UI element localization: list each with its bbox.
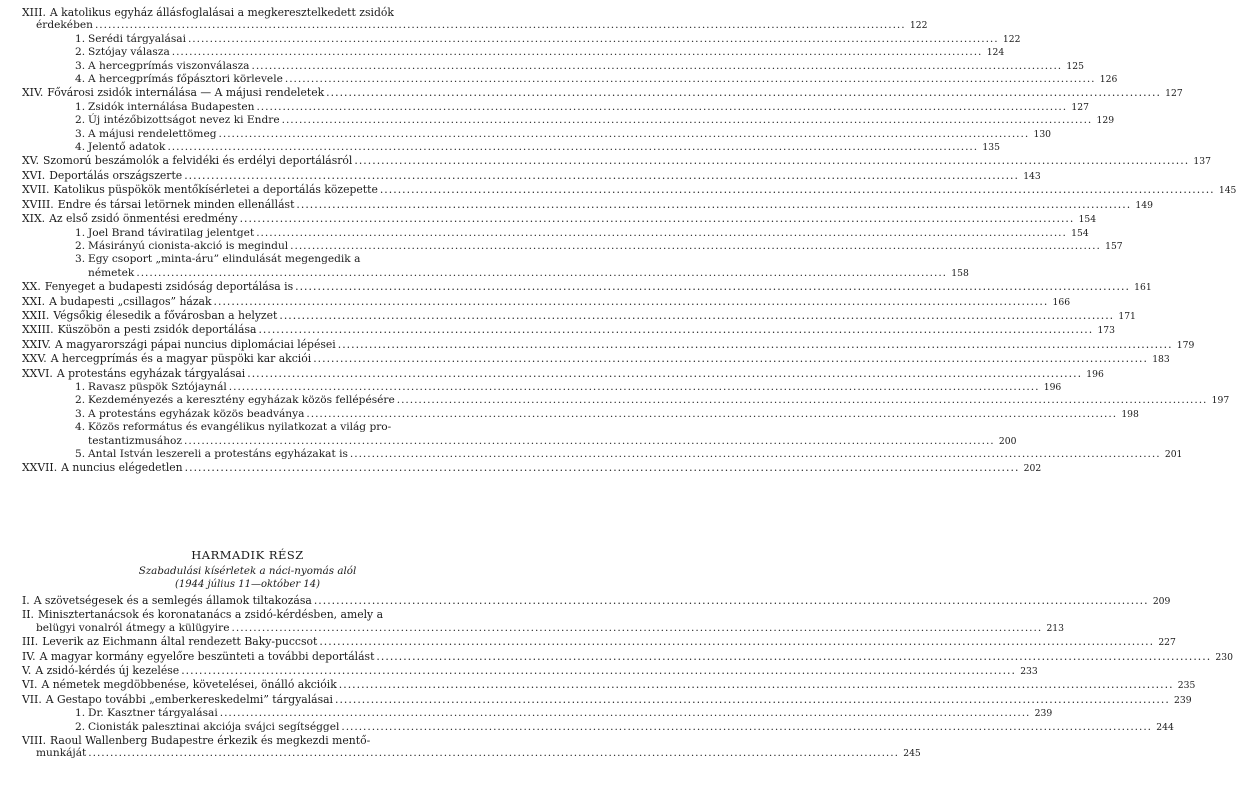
entry-number: XIII. <box>22 6 46 19</box>
page-number: 149 <box>1135 199 1153 211</box>
entry-title: Cionisták palesztinai akciója svájci segítséggel <box>88 720 340 733</box>
toc-chapter-entry <box>22 294 1071 309</box>
toc-chapter-entry <box>22 692 1192 707</box>
toc-continuation-line <box>22 266 969 280</box>
toc-subsection-entry <box>22 394 1230 407</box>
dot-leader <box>295 280 1128 293</box>
entry-number: 2. <box>75 394 86 407</box>
toc-chapter-entry <box>22 678 1196 692</box>
toc-subsection-entry <box>22 59 1084 73</box>
entry-number: XVIII. <box>22 197 54 211</box>
entry-title: érdekében <box>36 19 93 32</box>
entry-number: VI. <box>22 678 38 692</box>
toc-chapter-entry <box>22 635 1176 649</box>
toc-chapter-entry <box>22 608 472 621</box>
entry-title: A magyar kormány egyelőre beszünteti a további deportálást <box>39 649 375 663</box>
dot-leader <box>285 73 1093 86</box>
entry-title: Végsőkig élesedik a fővárosban a helyzet <box>53 308 278 322</box>
toc-chapter-entry <box>22 212 1097 226</box>
entry-number: 1. <box>75 32 86 45</box>
toc-subsection-entry <box>22 100 1089 114</box>
toc-chapter-entry <box>22 183 1236 197</box>
page-number: 213 <box>1046 622 1064 634</box>
entry-number: I. <box>22 594 30 607</box>
entry-title: Zsidók internálása Budapesten <box>88 100 255 113</box>
entry-title: Fővárosi zsidók internálása — A májusi rendeletek <box>47 86 325 100</box>
dot-leader <box>247 367 1080 380</box>
part-subtitle: Szabadulási kísérletek a náci-nyomás alól <box>138 565 357 577</box>
entry-number: VIII. <box>22 734 47 748</box>
dot-leader <box>252 60 1060 73</box>
dot-leader <box>279 309 1112 322</box>
dot-leader <box>313 352 1146 365</box>
page-number: 233 <box>1020 666 1038 678</box>
entry-number: II. <box>22 608 34 622</box>
page-number: 245 <box>903 748 921 760</box>
page-number: 239 <box>1174 694 1192 706</box>
entry-title: Sztójay válasza <box>88 46 170 59</box>
dot-leader <box>229 381 1037 394</box>
dot-leader <box>354 154 1187 167</box>
toc-chapter-entry <box>22 366 1104 381</box>
entry-title: A szövetségesek és a semlegés államok tiltakozása <box>33 594 312 607</box>
toc-chapter-entry <box>22 649 1233 664</box>
toc-chapter-entry <box>22 308 1136 323</box>
dot-leader <box>219 128 1027 141</box>
page-number: 197 <box>1211 395 1230 407</box>
dot-leader <box>296 198 1129 211</box>
entry-number: 3. <box>75 127 86 140</box>
dot-leader <box>88 747 896 760</box>
page-number: 227 <box>1158 637 1176 649</box>
entry-number: 1. <box>75 100 86 113</box>
page-number: 239 <box>1034 708 1053 720</box>
entry-title: Küszöbön a pesti zsidók deportálása <box>57 323 257 337</box>
page-number: 166 <box>1052 296 1071 308</box>
entry-title: Deportálás országszerte <box>49 168 183 182</box>
toc-subsection-entry <box>22 448 1183 461</box>
dot-leader <box>314 594 1147 607</box>
dot-leader <box>172 46 980 59</box>
entry-number: 2. <box>75 114 86 127</box>
entry-title: Dr. Kasztner tárgyalásai <box>88 707 218 720</box>
page-number: 244 <box>1156 721 1174 733</box>
dot-leader <box>95 19 903 32</box>
toc-chapter-entry <box>22 86 1183 100</box>
toc-subsection-entry <box>22 407 1139 421</box>
page-number: 122 <box>909 20 928 32</box>
entry-title: A protestáns egyházak tárgyalásai <box>56 366 246 380</box>
entry-title: németek <box>88 266 135 279</box>
toc-subsection-entry <box>22 141 1000 154</box>
entry-number: 5. <box>75 448 86 460</box>
dot-leader <box>167 141 975 154</box>
entry-number: 3. <box>75 407 86 420</box>
entry-title: A hercegprímás és a magyar püspöki kar akciói <box>50 352 312 366</box>
entry-title: Jelentő adatok <box>88 141 166 154</box>
entry-number: XV. <box>22 154 40 168</box>
entry-title: Joel Brand táviratilag jelentget <box>88 226 255 239</box>
page-number: 125 <box>1066 60 1084 72</box>
page-number: 157 <box>1105 240 1123 252</box>
toc-chapter-entry <box>22 352 1170 366</box>
toc-first-section <box>22 6 1236 476</box>
entry-number: 2. <box>75 720 86 733</box>
toc-chapter-entry <box>22 337 1195 352</box>
dot-leader <box>240 212 1073 225</box>
entry-number: XX. <box>22 280 41 294</box>
toc-chapter-entry <box>22 6 472 19</box>
page-number: 201 <box>1164 449 1183 460</box>
entry-title: A németek megdöbbenése, követelései, önálló akcióik <box>41 678 337 692</box>
entry-number: XXIV. <box>22 337 51 351</box>
toc-subsection-entry <box>22 127 1052 141</box>
toc-part-three <box>22 594 1233 761</box>
page-number: 173 <box>1097 325 1115 337</box>
entry-number: V. <box>22 664 32 678</box>
toc-chapter-entry <box>22 664 1038 678</box>
entry-number: XXVI. <box>22 366 53 380</box>
toc-continuation-line <box>22 434 1017 448</box>
entry-title: Közös református és evangélikus nyilatkozat a világ pro- <box>88 421 392 434</box>
entry-title: munkáját <box>36 747 87 760</box>
dot-leader <box>181 664 1014 677</box>
toc-continuation-line <box>22 747 921 760</box>
entry-title: A májusi rendelettömeg <box>88 127 217 140</box>
entry-title: Az első zsidó önmentési eredmény <box>49 212 238 226</box>
entry-number: 1. <box>75 380 86 393</box>
entry-title: Antal István leszereli a protestáns egyházakat is <box>88 448 348 460</box>
page-number: 235 <box>1177 680 1196 692</box>
dot-leader <box>397 394 1205 407</box>
dot-leader <box>188 33 996 46</box>
page-number: 129 <box>1096 115 1115 127</box>
page-number: 154 <box>1071 227 1089 239</box>
toc-chapter-entry <box>22 594 1171 608</box>
entry-number: XXVII. <box>22 461 58 475</box>
entry-title: A nuncius elégedetlen <box>61 461 183 475</box>
entry-number: 4. <box>75 141 86 154</box>
dot-leader <box>214 295 1047 308</box>
page-number: 130 <box>1033 128 1052 140</box>
entry-title: A zsidó-kérdés új kezelése <box>35 664 180 678</box>
page-number: 127 <box>1071 101 1089 113</box>
part-title: HARMADIK RÉSZ <box>191 548 304 562</box>
entry-title: Fenyeget a budapesti zsidóság deportálása is <box>44 280 294 294</box>
dot-leader <box>184 169 1017 182</box>
entry-title: A Gestapo további „emberkereskedelmi” tárgyalásai <box>45 692 333 706</box>
dot-leader <box>184 435 992 448</box>
page-number: 145 <box>1218 185 1236 197</box>
page-number: 230 <box>1215 651 1233 663</box>
page-number: 127 <box>1165 88 1183 100</box>
entry-title: Új intézőbizottságot nevez ki Endre <box>88 114 280 127</box>
dot-leader <box>350 448 1158 461</box>
entry-number: 3. <box>75 253 86 266</box>
toc-chapter-entry <box>22 168 1041 183</box>
page-number: 158 <box>951 267 969 279</box>
toc-chapter-entry <box>22 323 1115 337</box>
entry-title: A katolikus egyház állásfoglalásai a megkeresztelkedett zsidók <box>49 6 394 19</box>
entry-number: III. <box>22 635 39 649</box>
toc-chapter-entry <box>22 154 1211 168</box>
entry-number: 4. <box>75 421 86 434</box>
toc-subsection-entry <box>22 421 472 434</box>
toc-subsection-entry <box>22 114 1115 127</box>
page-number: 196 <box>1043 381 1062 393</box>
entry-title: Leverik az Eichmann által rendezett Baky-puccsot <box>42 635 318 649</box>
page-number: 154 <box>1078 214 1097 226</box>
dot-leader <box>339 678 1172 691</box>
dot-leader <box>376 650 1209 663</box>
toc-subsection-entry <box>22 253 472 266</box>
entry-title: Kezdeményezés a keresztény egyházak közös fellépésére <box>88 394 395 407</box>
dot-leader <box>258 323 1091 336</box>
dot-leader <box>256 227 1064 240</box>
toc-subsection-entry <box>22 32 1021 46</box>
page-number: 143 <box>1023 170 1041 182</box>
dot-leader <box>380 183 1213 196</box>
entry-title: A budapesti „csillagos” házak <box>49 294 212 308</box>
page-number: 122 <box>1002 33 1021 45</box>
page-number: 135 <box>982 142 1000 154</box>
toc-continuation-line <box>22 19 928 32</box>
entry-title: Szomorú beszámolók a felvidéki és erdélyi deportálásról <box>43 154 353 168</box>
entry-number: 1. <box>75 226 86 239</box>
entry-title: A hercegprímás viszonválasza <box>88 59 250 72</box>
page-number: 200 <box>998 435 1017 447</box>
page-number: 198 <box>1121 408 1139 420</box>
dot-leader <box>290 240 1098 253</box>
dot-leader <box>185 461 1018 474</box>
toc-subsection-entry <box>22 46 1005 59</box>
toc-chapter-entry <box>22 197 1153 212</box>
entry-number: VII. <box>22 692 42 706</box>
toc-subsection-entry <box>22 707 1053 720</box>
page-number: 161 <box>1134 282 1152 294</box>
entry-number: XXII. <box>22 308 50 322</box>
toc-chapter-entry <box>22 734 472 747</box>
entry-number: 3. <box>75 59 86 72</box>
entry-title: belügyi vonalról átmegy a külügyire <box>36 621 230 634</box>
entry-title: Katolikus püspökök mentőkísérletei a deportálás közepette <box>53 183 378 197</box>
dot-leader <box>338 338 1171 351</box>
entry-title: A magyarországi pápai nuncius diplomáciai lépései <box>54 337 336 351</box>
dot-leader <box>232 622 1040 635</box>
page-number: 183 <box>1152 354 1170 366</box>
toc-subsection-entry <box>22 226 1089 240</box>
page-number: 209 <box>1152 596 1171 607</box>
toc-subsection-entry <box>22 720 1174 734</box>
toc-chapter-entry <box>22 280 1152 294</box>
entry-title: A hercegprímás főpásztori körlevele <box>88 73 283 86</box>
dot-leader <box>326 86 1159 99</box>
part-dates: (1944 július 11—október 14) <box>175 579 320 590</box>
entry-number: XVII. <box>22 183 50 197</box>
entry-number: 4. <box>75 73 86 86</box>
page-number: 179 <box>1176 339 1195 351</box>
toc-continuation-line <box>22 621 1064 635</box>
dot-leader <box>341 721 1149 734</box>
entry-number: IV. <box>22 649 36 663</box>
entry-number: XXIII. <box>22 323 54 337</box>
toc-subsection-entry <box>22 73 1118 86</box>
entry-number: XXI. <box>22 294 46 308</box>
entry-number: 1. <box>75 707 86 720</box>
dot-leader <box>220 707 1028 720</box>
entry-title: Ravasz püspök Sztójaynál <box>88 380 227 393</box>
dot-leader <box>319 635 1152 648</box>
page-number: 126 <box>1099 74 1118 86</box>
dot-leader <box>282 114 1090 127</box>
dot-leader <box>335 693 1168 706</box>
entry-number: 2. <box>75 239 86 252</box>
dot-leader <box>136 267 944 280</box>
page-number: 196 <box>1086 368 1104 380</box>
dot-leader <box>306 408 1114 421</box>
entry-title: testantizmusához <box>88 434 182 447</box>
page-number: 124 <box>986 47 1005 59</box>
entry-number: 2. <box>75 46 86 59</box>
entry-title: Serédi tárgyalásai <box>88 32 186 45</box>
entry-title: Másirányú cionista-akció is megindul <box>88 239 289 252</box>
entry-title: A protestáns egyházak közös beadványa <box>88 407 305 420</box>
toc-subsection-entry <box>22 239 1123 253</box>
page-number: 202 <box>1023 463 1042 475</box>
entry-number: XVI. <box>22 168 46 182</box>
entry-title: Endre és társai letörnek minden ellenállást <box>57 197 295 211</box>
dot-leader <box>256 101 1064 114</box>
page-number: 137 <box>1193 156 1211 168</box>
entry-number: XIV. <box>22 86 44 100</box>
entry-title: Egy csoport „minta-áru” elindulását megengedik a <box>88 253 361 266</box>
entry-title: Minisztertanácsok és koronatanács a zsidó-kérdésben, amely a <box>37 608 384 622</box>
toc-subsection-entry <box>22 380 1062 394</box>
toc-chapter-entry <box>22 461 1042 475</box>
entry-number: XIX. <box>22 212 46 226</box>
page-number: 171 <box>1118 310 1136 322</box>
entry-number: XXV. <box>22 352 47 366</box>
entry-title: Raoul Wallenberg Budapestre érkezik és megkezdi mentő- <box>50 734 371 748</box>
